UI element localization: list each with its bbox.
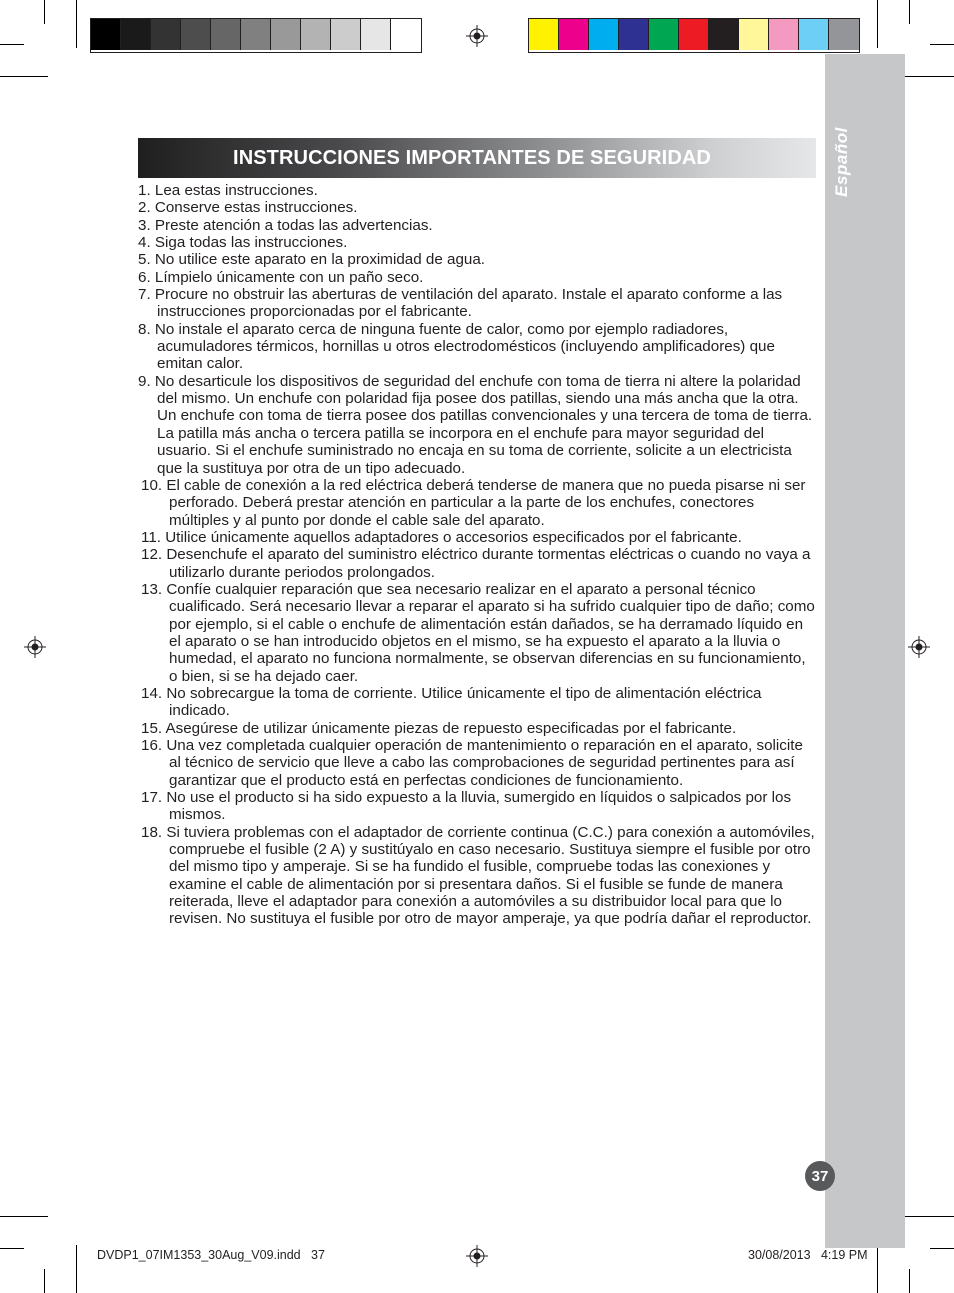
language-tab-label — [832, 122, 852, 202]
registration-mark-icon — [466, 1245, 488, 1267]
color-swatch — [679, 19, 709, 50]
crop-mark — [905, 1216, 954, 1217]
color-swatch — [769, 19, 799, 50]
list-item: 14. No sobrecargue la toma de corriente. Utilice únicamente el tipo de alimentación eléctrica indicado. — [141, 684, 762, 720]
crop-mark — [0, 76, 48, 77]
crop-mark — [930, 44, 954, 45]
color-swatch — [211, 19, 241, 50]
list-item: 10. El cable de conexión a la red eléctrica deberá tenderse de manera que no pueda pisarse ni ser perforado. Deberá prestar atención en particular a la parte de los enchufes, conectores múltiples y al punto por donde el cable sale del aparato. — [141, 476, 806, 529]
color-swatch — [619, 19, 649, 50]
page-number-badge: 37 — [805, 1161, 835, 1191]
color-swatch — [559, 19, 589, 50]
color-swatch — [391, 19, 421, 50]
crop-mark — [0, 1248, 24, 1249]
color-swatch — [91, 19, 121, 50]
crop-mark — [44, 0, 45, 24]
color-swatch — [331, 19, 361, 50]
registration-mark-icon — [24, 636, 46, 658]
crop-mark — [44, 1269, 45, 1293]
crop-mark — [76, 1245, 77, 1293]
list-item: 9. No desarticule los dispositivos de seguridad del enchufe con toma de tierra ni altere la polaridad del mismo. Un enchufe con polaridad fija posee dos patillas, siendo una más ancha que la otra. Un enchufe con toma de tierra posee dos patillas convencionales y una tercera de toma de tierra. La patilla más ancha o tercera patilla se incorpora en el enchufe para mayor seguridad del usuario. Si el enchufe suministrado no encaja en su toma de corriente, solicite a un electricista que la sustituya por otra de un tipo adecuado. — [138, 372, 813, 477]
crop-mark — [909, 0, 910, 24]
color-swatch — [829, 19, 859, 50]
list-item: 4. Siga todas las instrucciones. — [138, 234, 348, 252]
list-item: 7. Procure no obstruir las aberturas de ventilación del aparato. Instale el aparato conforme a las instrucciones proporcionadas por el fabricante. — [138, 286, 783, 321]
list-item: 17. No use el producto si ha sido expuesto a la lluvia, sumergido en líquidos o salpicados por los mismos. — [141, 789, 792, 824]
list-item: 6. Límpielo únicamente con un paño seco. — [138, 268, 424, 286]
crop-mark — [905, 76, 954, 77]
color-swatch — [739, 19, 769, 50]
list-item: 1. Lea estas instrucciones. — [138, 182, 318, 199]
color-swatch — [529, 19, 559, 50]
process-color-bar — [528, 18, 860, 53]
safety-instructions-list — [138, 182, 818, 928]
language-label-text: Español — [832, 127, 851, 197]
color-swatch — [271, 19, 301, 50]
color-swatch — [649, 19, 679, 50]
footer-file-name: DVDP1_07IM1353_30Aug_V09.indd 37 — [97, 1248, 325, 1262]
crop-mark — [930, 1248, 954, 1249]
crop-mark — [0, 1216, 48, 1217]
color-swatch — [799, 19, 829, 50]
list-item: 11. Utilice únicamente aquellos adaptadores o accesorios especificados por el fabricante. — [141, 528, 742, 546]
grayscale-color-bar — [90, 18, 422, 53]
list-item: 12. Desenchufe el aparato del suministro eléctrico durante tormentas eléctricas o cuando no vaya a utilizarlo durante periodos prolongados. — [141, 546, 811, 581]
list-item: 15. Asegúrese de utilizar únicamente piezas de repuesto especificadas por el fabricante. — [141, 719, 737, 737]
registration-mark-icon — [466, 25, 488, 47]
registration-mark-icon — [908, 636, 930, 658]
color-swatch — [709, 19, 739, 50]
language-side-tab — [825, 54, 905, 1248]
crop-mark — [877, 0, 878, 48]
crop-mark — [0, 44, 24, 45]
color-swatch — [151, 19, 181, 50]
page-title: INSTRUCCIONES IMPORTANTES DE SEGURIDAD — [233, 146, 711, 169]
list-item: 3. Preste atención a todas las advertencias. — [138, 216, 433, 234]
color-swatch — [241, 19, 271, 50]
crop-mark — [909, 1269, 910, 1293]
list-item: 5. No utilice este aparato en la proximidad de agua. — [138, 251, 485, 269]
list-item: 18. Si tuviera problemas con el adaptador de corriente continua (C.C.) para conexión a automóviles, compruebe el fusible (2 A) y sustitúyalo en caso necesario. Sustituya siempre el fusible por otro del mismo tipo y amperaje. Si se ha fundido el fusible, compruebe todas las conexiones y examine el cable de alimentación por si presentara daños. Si el fusible se funde de manera reiterada, lleve el adaptador para conexión a automóviles a su distribuidor local para que lo revisen. No sustituya el fusible por otro de mayor amperaje, ya que podría dañar el reproductor. — [141, 823, 815, 928]
color-swatch — [121, 19, 151, 50]
list-item: 13. Confíe cualquier reparación que sea necesario realizar en el aparato a personal técnico cualificado. Será necesario llevar a reparar el aparato si ha sufrido cualquier tipo de daño; como por ejemplo, si el cable o enchufe de alimentación están dañados, se ha derramado líquido en el aparato o se han introducido objetos en el mismo, se ha expuesto el aparato a la lluvia o humedad, el aparato no funciona normalmente, se observan diferencias en su funcionamiento, o bien, si se ha dejado caer. — [141, 580, 815, 685]
list-item: 2. Conserve estas instrucciones. — [138, 199, 358, 217]
color-swatch — [181, 19, 211, 50]
footer-date: 30/08/2013 4:19 PM — [748, 1248, 868, 1262]
list-item: 16. Una vez completada cualquier operación de mantenimiento o reparación en el aparato, solicite al técnico de servicio que lleve a cabo las comprobaciones de seguridad pertinentes para así garantizar que el producto está en perfectas condiciones de funcionamiento. — [141, 737, 803, 789]
crop-mark — [76, 0, 77, 48]
color-swatch — [361, 19, 391, 50]
color-swatch — [589, 19, 619, 50]
list-item: 8. No instale el aparato cerca de ninguna fuente de calor, como por ejemplo radiadores, acumuladores térmicos, hornillas u otros electrodomésticos (incluyendo amplificadores) que emitan calor. — [138, 320, 775, 373]
color-swatch — [301, 19, 331, 50]
section-title-bar — [138, 138, 816, 178]
crop-mark — [877, 1245, 878, 1293]
